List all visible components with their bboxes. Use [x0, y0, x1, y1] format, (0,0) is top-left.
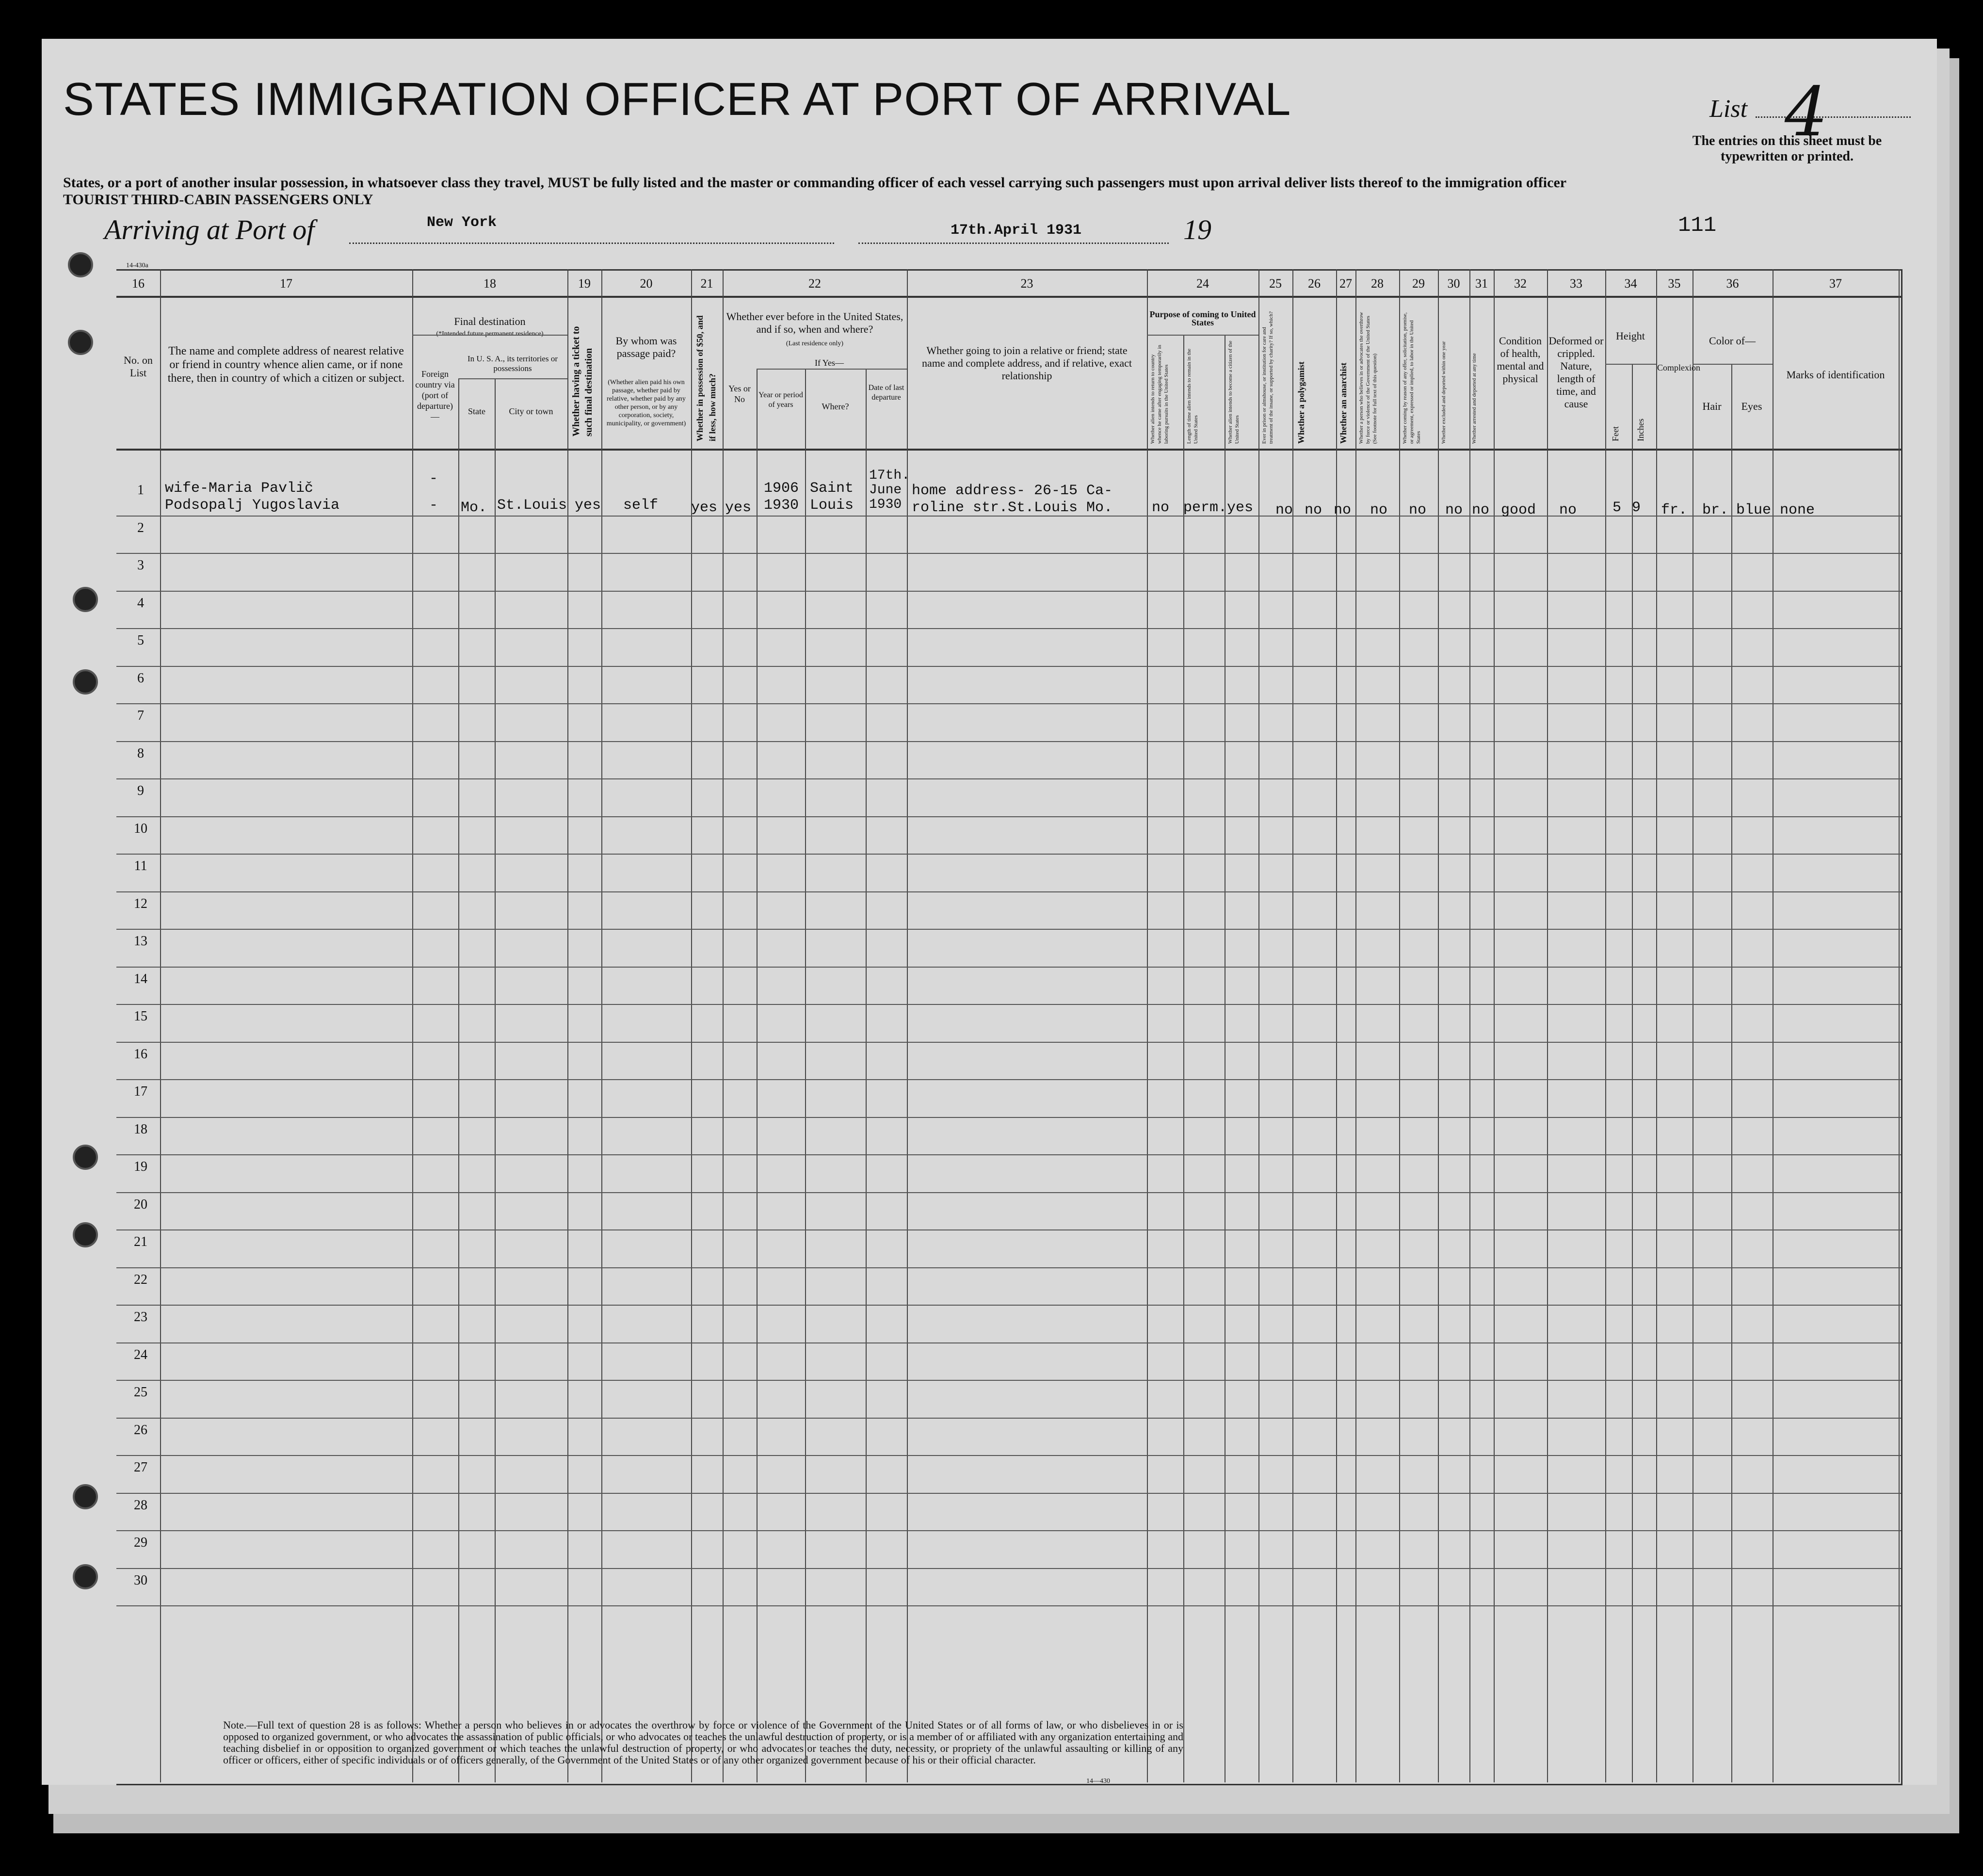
col-divider	[1336, 269, 1337, 1782]
row-number: 14	[134, 971, 147, 987]
row1-purpose-a: no	[1152, 500, 1170, 516]
header-q28: Whether a person who believes in or advocates the overthrow by force or violence of the Government of the United States (See footnote for full text of this question)	[1358, 312, 1378, 444]
row-line	[116, 1493, 1901, 1494]
header-subline	[458, 378, 567, 379]
header-if-yes: If Yes—	[814, 358, 844, 368]
row1-ticket: yes	[575, 497, 601, 514]
row1-q29: no	[1409, 502, 1427, 518]
page-number: 111	[1678, 213, 1717, 238]
header-subline	[757, 369, 907, 370]
header-final-destination-note: (*Intended future permanent residence)	[436, 330, 544, 338]
row1-purpose-c: yes	[1227, 500, 1254, 516]
col-num: 21	[700, 276, 713, 291]
col-num: 16	[132, 276, 145, 291]
row-line	[116, 1605, 1901, 1606]
row1-where-1: Saint	[810, 480, 854, 497]
col-divider	[1547, 269, 1548, 1782]
row1-deformed: no	[1559, 502, 1577, 518]
header-subline	[412, 335, 567, 336]
header-line-1: States, or a port of another insular possession, in whatsoever class they travel, MUST be fully listed and the master or commanding officer of each vessel carrying such passengers must upon arrival deliver lists thereof to the immigration officer	[63, 175, 1567, 191]
row1-complexion: fr.	[1661, 502, 1688, 518]
row1-possession: yes	[691, 500, 718, 516]
col-num: 19	[578, 276, 591, 291]
row-line	[116, 1455, 1901, 1456]
row-line	[116, 1154, 1901, 1155]
col-num: 29	[1412, 276, 1425, 291]
row-line	[116, 1117, 1901, 1118]
row1-relative-line2: Podsopalj Yugoslavia	[165, 497, 340, 514]
row-number: 11	[134, 858, 147, 873]
col-num: 22	[808, 276, 821, 291]
row-line	[116, 1418, 1901, 1419]
row-number: 26	[134, 1422, 147, 1438]
col-divider	[691, 269, 692, 1782]
col-num: 25	[1269, 276, 1282, 291]
subcol-divider	[805, 369, 806, 1782]
row-line	[116, 1042, 1901, 1043]
col-divider	[412, 269, 413, 1782]
row-number: 1	[137, 483, 144, 498]
row-line	[116, 1229, 1901, 1230]
col-num: 37	[1829, 276, 1842, 291]
row-number: 16	[134, 1046, 147, 1062]
row1-purpose-b: perm.	[1183, 500, 1227, 516]
header-color-of: Color of—	[1709, 335, 1756, 347]
header-complexion: Complexion	[1657, 363, 1700, 372]
arriving-label: Arriving at Port of	[104, 214, 315, 245]
header-anarchist: Whether an anarchist	[1338, 362, 1348, 444]
col-num: 18	[484, 276, 496, 291]
col-num: 35	[1668, 276, 1681, 291]
col-num: 17	[280, 276, 292, 291]
row-number: 19	[134, 1159, 147, 1174]
row-line	[116, 778, 1901, 779]
row-line	[116, 741, 1901, 742]
row-number: 17	[134, 1084, 147, 1099]
row1-join-2: roline str.St.Louis Mo.	[912, 500, 1113, 516]
row1-q30: no	[1445, 502, 1463, 518]
row1-polygamist: no	[1305, 502, 1322, 518]
header-purpose-b: Length of time alien intends to remain in the United States	[1186, 348, 1199, 444]
row1-q28: no	[1370, 502, 1388, 518]
row-line	[116, 1004, 1901, 1005]
header-foreign-country: Foreign country via (port of departure)—	[415, 369, 455, 421]
row-line	[116, 1568, 1901, 1569]
row1-year-2: 1930	[764, 497, 799, 514]
row-number: 23	[134, 1310, 147, 1325]
header-health: Condition of health, mental and physical	[1497, 335, 1544, 385]
subcol-divider	[458, 378, 459, 1782]
row-number: 18	[134, 1121, 147, 1137]
col-divider	[1469, 269, 1470, 1782]
row1-yes-no: yes	[725, 500, 752, 516]
row1-date-3: 1930	[869, 497, 902, 512]
row-line	[116, 628, 1901, 629]
row1-anarchist: no	[1334, 502, 1352, 518]
col-num: 28	[1371, 276, 1384, 291]
list-note: The entries on this sheet must be typewritten or printed.	[1692, 133, 1882, 164]
subcol-divider	[495, 378, 496, 1782]
header-q29: Whether coming by reason of any offer, solicitation, promise, or agreement, expressed or implied, to labor in the United States	[1402, 312, 1421, 444]
row-line	[116, 1530, 1901, 1531]
row1-year-1: 1906	[764, 480, 799, 497]
date-value: 17th.April 1931	[951, 222, 1082, 239]
row1-relative-line1: wife-Maria Pavlič	[165, 480, 314, 497]
header-no-on-list: No. on List	[124, 354, 153, 379]
header-purpose: Purpose of coming to United States	[1149, 309, 1256, 327]
col-num: 23	[1020, 276, 1033, 291]
col-divider	[160, 269, 161, 1782]
row1-inches: 9	[1632, 500, 1641, 516]
header-in-usa: In U. S. A., its territories or possessions	[467, 354, 558, 373]
header-date-departure: Date of last departure	[868, 384, 904, 402]
subcol-divider	[866, 369, 867, 1782]
row1-prison: no	[1275, 502, 1293, 518]
col-num: 34	[1624, 276, 1637, 291]
binder-hole	[73, 1222, 98, 1247]
header-divider	[116, 449, 1901, 451]
row1-join-1: home address- 26-15 Ca-	[912, 483, 1113, 499]
date-dotline	[858, 243, 1169, 244]
row-line	[116, 591, 1901, 592]
header-polygamist: Whether a polygamist	[1296, 361, 1306, 444]
row1-q31: no	[1472, 502, 1490, 518]
row-number: 3	[137, 558, 144, 573]
row-number: 13	[134, 934, 147, 949]
binder-hole	[68, 252, 93, 277]
row-line	[116, 891, 1901, 892]
row1-foreign-2: -	[429, 497, 438, 514]
col-num: 32	[1514, 276, 1527, 291]
header-state: State	[468, 406, 485, 416]
col-num: 20	[640, 276, 653, 291]
list-handwritten-mark: 4	[1785, 73, 1828, 152]
row-number: 27	[134, 1460, 147, 1475]
row-number: 6	[137, 670, 144, 686]
row-number: 10	[134, 821, 147, 836]
header-marks: Marks of identification	[1786, 369, 1885, 381]
header-q30: Whether excluded and deported within one year	[1441, 341, 1447, 444]
row-line	[116, 1342, 1901, 1343]
col-divider	[723, 269, 724, 1782]
binder-hole	[73, 587, 98, 612]
col-num: 24	[1196, 276, 1209, 291]
row1-feet: 5	[1612, 500, 1622, 516]
page-title: STATES IMMIGRATION OFFICER AT PORT OF ARRIVAL	[63, 73, 1291, 125]
subcol-divider	[1731, 364, 1732, 1782]
list-label: List	[1709, 95, 1748, 123]
header-by-whom-note: (Whether alien paid his own passage, whether paid by relative, whether paid by any other person, or by any corporation, society, municipality, or government)	[606, 379, 686, 427]
header-ever-before: Whether ever before in the United States, and if so, when and where?	[726, 310, 903, 335]
col-divider	[1438, 269, 1439, 1782]
subcol-divider	[1632, 364, 1633, 1782]
row-number: 20	[134, 1197, 147, 1212]
row-line	[116, 816, 1901, 817]
row-line	[116, 703, 1901, 704]
col-num: 30	[1447, 276, 1460, 291]
row-line	[116, 553, 1901, 554]
header-subline	[1605, 364, 1656, 365]
row-line	[116, 929, 1901, 930]
row-number: 22	[134, 1272, 147, 1287]
col-num: 27	[1339, 276, 1352, 291]
row-line	[116, 666, 1901, 667]
col-divider	[1899, 269, 1900, 1782]
col-num: 26	[1308, 276, 1321, 291]
row1-eyes: blue	[1736, 502, 1772, 518]
column-number-divider	[116, 296, 1901, 298]
row-line	[116, 1192, 1901, 1193]
row1-state: Mo.	[461, 500, 487, 516]
footnote-code: 14—430	[1086, 1778, 1110, 1785]
header-line-2: TOURIST THIRD-CABIN PASSENGERS ONLY	[63, 192, 373, 208]
header-eyes: Eyes	[1741, 400, 1762, 412]
col-divider	[1147, 269, 1148, 1782]
header-purpose-c: Whether alien intends to become a citizen of the United States	[1227, 340, 1240, 444]
row-line	[116, 854, 1901, 855]
subcol-divider	[1183, 335, 1184, 1782]
row-line	[116, 1305, 1901, 1306]
subcol-divider	[757, 369, 758, 1782]
header-purpose-a: Whether alien intends to return to country whence he came after engaging temporarily in laboring pursuits in the United States	[1150, 344, 1169, 444]
header-by-whom: By whom was passage paid?	[615, 335, 677, 359]
year-prefix: 19	[1183, 214, 1211, 245]
header-height: Height	[1616, 330, 1645, 342]
col-divider	[907, 269, 908, 1782]
row1-foreign: -	[429, 470, 438, 487]
port-dotline	[349, 243, 834, 244]
row-number: 4	[137, 595, 144, 611]
binder-hole	[68, 330, 93, 355]
header-last-residence: (Last residence only)	[786, 340, 844, 347]
form-code-top: 14-430a	[126, 262, 148, 269]
header-nearest-relative: The name and complete address of nearest relative or friend in country whence alien came, or if none there, then in country of which a citizen or subject.	[167, 345, 405, 385]
row1-city: St.Louis	[497, 497, 567, 514]
binder-hole	[73, 1564, 98, 1589]
row-line	[116, 1079, 1901, 1080]
header-ticket: Whether having a ticket to such final destination	[571, 326, 594, 437]
col-divider	[1494, 269, 1495, 1782]
row-number: 28	[134, 1497, 147, 1513]
header-year-period: Year or period of years	[758, 391, 803, 409]
header-where: Where?	[822, 402, 849, 411]
row1-where-2: Louis	[810, 497, 854, 514]
row-number: 30	[134, 1572, 147, 1588]
row-number: 29	[134, 1535, 147, 1550]
row-number: 9	[137, 783, 144, 798]
row1-date-2: June	[869, 483, 902, 498]
row-number: 25	[134, 1385, 147, 1400]
header-feet: Feet	[1611, 426, 1620, 441]
header-subline	[1693, 364, 1773, 365]
header-hair: Hair	[1702, 400, 1722, 412]
header-prison: Ever in prison or almshouse, or institution for care and treatment of the insane, or supported by charity? If so, which?	[1261, 311, 1274, 444]
col-divider	[1258, 269, 1259, 1782]
row-line	[116, 1267, 1901, 1268]
col-divider	[1656, 269, 1657, 1782]
footnote: Note.—Full text of question 28 is as follows: Whether a person who believes in or advocates the overthrow by force or violence of the Government of the United States or of all forms of law, or who disbelieves in or is opposed to organized government, or who advocates the assassination of public officials, or who advocates or teaches the unlawful destruction of property, or is a member of or affiliated with any organization entertaining and teaching disbelief in or opposition to organized government or which teaches the unlawful destruction of property, or who advocates or teaches the duty, necessity, or propriety of the unlawful assaulting or killing of any officer or officers, either of specific individuals or of officers generally, of the Government of the United States or of any other organized government because of his or their official character.	[223, 1719, 1183, 1766]
header-subline	[1147, 335, 1258, 336]
header-inches: Inches	[1636, 419, 1645, 441]
row1-marks: none	[1780, 502, 1815, 518]
list-dotline	[1756, 116, 1911, 118]
binder-hole	[73, 669, 98, 695]
header-possession: Whether in possession of $50, and if less, how much?	[695, 315, 717, 441]
col-divider	[1292, 269, 1293, 1782]
col-divider	[1605, 269, 1606, 1782]
col-divider	[567, 269, 568, 1782]
row1-hair: br.	[1702, 502, 1729, 518]
header-final-destination: Final destination	[454, 315, 526, 327]
row-number: 7	[137, 708, 144, 723]
header-city: City or town	[509, 406, 553, 416]
row-line	[116, 1380, 1901, 1381]
row-number: 2	[137, 520, 144, 535]
col-num: 31	[1475, 276, 1488, 291]
row-number: 12	[134, 896, 147, 911]
row-number: 21	[134, 1234, 147, 1249]
header-deformed: Deformed or crippled. Nature, length of time, and cause	[1548, 335, 1604, 410]
header-yes-no: Yes or No	[728, 384, 751, 404]
col-divider	[601, 269, 602, 1782]
header-q31: Whether arrested and deported at any time	[1471, 353, 1477, 444]
binder-hole	[73, 1484, 98, 1509]
col-num: 33	[1570, 276, 1582, 291]
col-num: 36	[1726, 276, 1739, 291]
col-divider	[1399, 269, 1400, 1782]
row1-date-1: 17th.	[869, 468, 910, 483]
row-number: 24	[134, 1347, 147, 1362]
header-join-relative: Whether going to join a relative or friend; state name and complete address, and if relative, exact relationship	[921, 344, 1132, 382]
row-line	[116, 967, 1901, 968]
row1-health: good	[1501, 502, 1536, 518]
row-number: 15	[134, 1009, 147, 1024]
row-number: 5	[137, 633, 144, 648]
port-value: New York	[427, 214, 497, 231]
col-divider	[1355, 269, 1356, 1782]
binder-hole	[73, 1145, 98, 1170]
row1-by-whom: self	[623, 497, 659, 514]
row-number: 8	[137, 745, 144, 761]
